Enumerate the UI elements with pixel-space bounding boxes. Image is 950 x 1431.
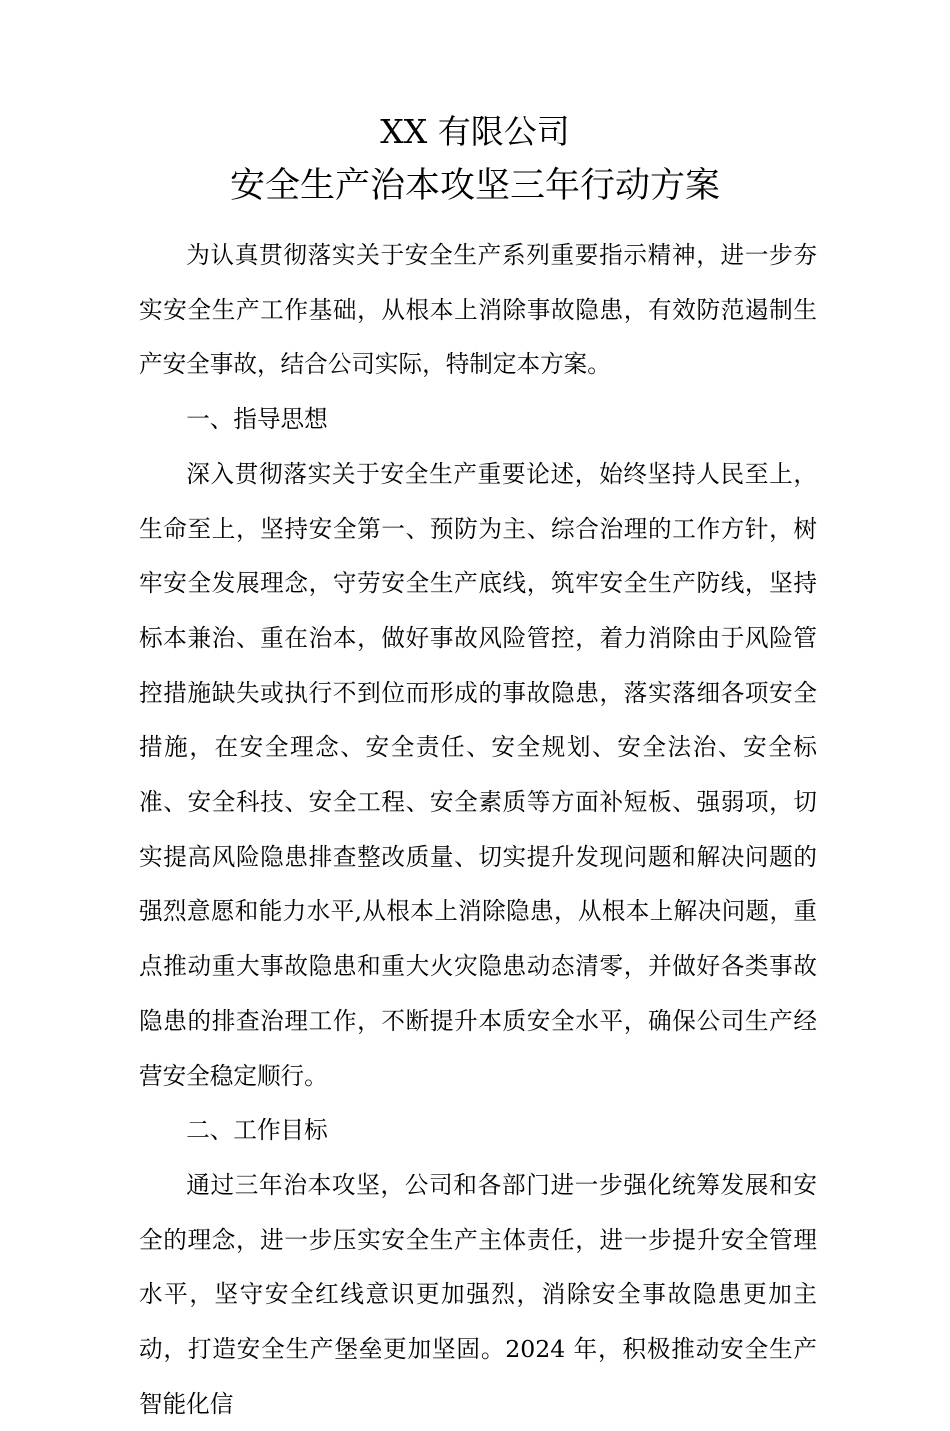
intro-paragraph: 为认真贯彻落实关于安全生产系列重要指示精神，进一步夯实安全生产工作基础，从根本上消除事故隐患，有效防范遏制生产安全事故，结合公司实际，特制定本方案。: [139, 241, 817, 379]
company-title: XX 有限公司: [380, 112, 570, 151]
section-heading-work-goals: 二、工作目标: [186, 1116, 328, 1145]
work-goals-paragraph: 通过三年治本攻坚，公司和各部门进一步强化统筹发展和安全的理念，进一步压实安全生产主体责任，进一步提升安全管理水平，坚守安全红线意识更加强烈，消除安全事故隐患更加主动，打造安全生产堡垒更加坚固。2024 年，积极推动安全生产智能化信: [139, 1170, 817, 1418]
document-body: [139, 228, 817, 1431]
guiding-ideology-paragraph: 深入贯彻落实关于安全生产重要论述，始终坚持人民至上，生命至上，坚持安全第一、预防为主、综合治理的工作方针，树牢安全发展理念，守劳安全生产底线，筑牢安全生产防线，坚持标本兼治、重在治本，做好事故风险管控，着力消除由于风险管控措施缺失或执行不到位而形成的事故隐患，落实落细各项安全措施，在安全理念、安全责任、安全规划、安全法治、安全标准、安全科技、安全工程、安全素质等方面补短板、强弱项，切实提高风险隐患排查整改质量、切实提升发现问题和解决问题的强烈意愿和能力水平,从根本上消除隐患，从根本上解决问题，重点推动重大事故隐患和重大火灾隐患动态清零，并做好各类事故隐患的排查治理工作，不断提升本质安全水平，确保公司生产经营安全稳定顺行。: [139, 459, 817, 1090]
plan-title: 安全生产治本攻坚三年行动方案: [229, 166, 720, 206]
section-heading-guiding-ideology: 一、指导思想: [186, 405, 328, 434]
